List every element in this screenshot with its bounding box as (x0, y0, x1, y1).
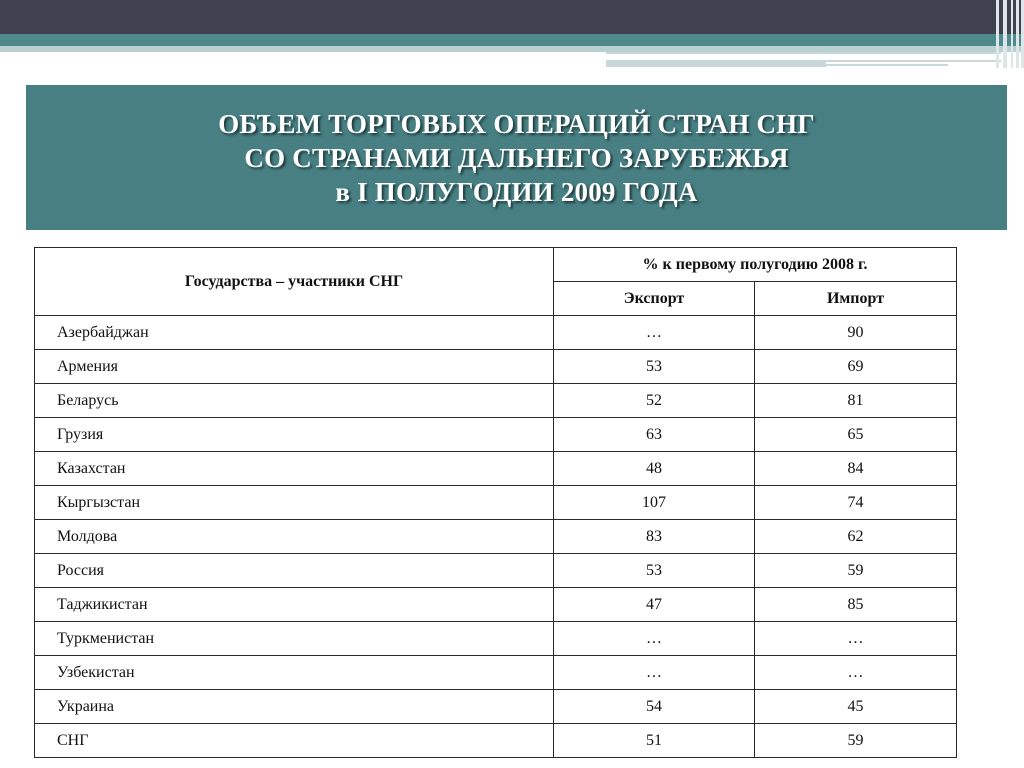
table-row (35, 418, 957, 452)
export-cell: 83 (554, 520, 755, 554)
import-cell: 90 (755, 316, 957, 350)
export-cell: … (554, 656, 755, 690)
country-cell: Казахстан (35, 452, 554, 486)
teal-decor-strip (0, 34, 1024, 46)
slide-title-box (26, 85, 1007, 230)
import-cell: 65 (755, 418, 957, 452)
country-cell: Россия (35, 554, 554, 588)
table-row (35, 554, 957, 588)
country-cell: Таджикистан (35, 588, 554, 622)
country-cell: Украина (35, 690, 554, 724)
top-decor-bar (0, 0, 1024, 34)
table-row (35, 724, 957, 758)
import-cell: 74 (755, 486, 957, 520)
country-cell: Армения (35, 350, 554, 384)
header-import: Импорт (755, 282, 957, 316)
export-cell: 107 (554, 486, 755, 520)
country-cell: Грузия (35, 418, 554, 452)
export-cell: 54 (554, 690, 755, 724)
decor-vertical-bar (1016, 0, 1019, 68)
trade-table (34, 247, 957, 758)
table-row (35, 656, 957, 690)
table-row (35, 384, 957, 418)
import-cell: 69 (755, 350, 957, 384)
export-cell: 52 (554, 384, 755, 418)
export-cell: 51 (554, 724, 755, 758)
table-row (35, 588, 957, 622)
header-export: Экспорт (554, 282, 755, 316)
country-cell: Кыргызстан (35, 486, 554, 520)
title-line-1: ОБЪЕМ ТОРГОВЫХ ОПЕРАЦИЙ СТРАН СНГ (218, 108, 815, 139)
import-cell: … (755, 656, 957, 690)
table-row (35, 622, 957, 656)
export-cell: 48 (554, 452, 755, 486)
import-cell: 85 (755, 588, 957, 622)
table-row (35, 486, 957, 520)
header-percent: % к первому полугодию 2008 г. (554, 248, 957, 282)
import-cell: 59 (755, 554, 957, 588)
decor-line (606, 62, 826, 67)
country-cell: Туркменистан (35, 622, 554, 656)
import-cell: 62 (755, 520, 957, 554)
import-cell: 81 (755, 384, 957, 418)
import-cell: 84 (755, 452, 957, 486)
table-row (35, 316, 957, 350)
export-cell: 63 (554, 418, 755, 452)
export-cell: 53 (554, 350, 755, 384)
title-line-2: СО СТРАНАМИ ДАЛЬНЕГО ЗАРУБЕЖЬЯ (244, 142, 789, 173)
export-cell: … (554, 622, 755, 656)
table-row (35, 690, 957, 724)
export-cell: … (554, 316, 755, 350)
header-country: Государства – участники СНГ (35, 248, 554, 316)
decor-line (826, 64, 948, 66)
decor-vertical-bar (996, 0, 999, 68)
import-cell: 59 (755, 724, 957, 758)
decor-line (606, 52, 1001, 62)
decor-vertical-bar (1003, 0, 1007, 68)
table-row (35, 452, 957, 486)
export-cell: 53 (554, 554, 755, 588)
import-cell: … (755, 622, 957, 656)
export-cell: 47 (554, 588, 755, 622)
country-cell: Узбекистан (35, 656, 554, 690)
table-row (35, 520, 957, 554)
decor-vertical-bar (1011, 0, 1013, 68)
country-cell: Азербайджан (35, 316, 554, 350)
country-cell: Беларусь (35, 384, 554, 418)
title-line-3: в I ПОЛУГОДИИ 2009 ГОДА (335, 176, 698, 207)
country-cell: СНГ (35, 724, 554, 758)
country-cell: Молдова (35, 520, 554, 554)
import-cell: 45 (755, 690, 957, 724)
table-row (35, 350, 957, 384)
